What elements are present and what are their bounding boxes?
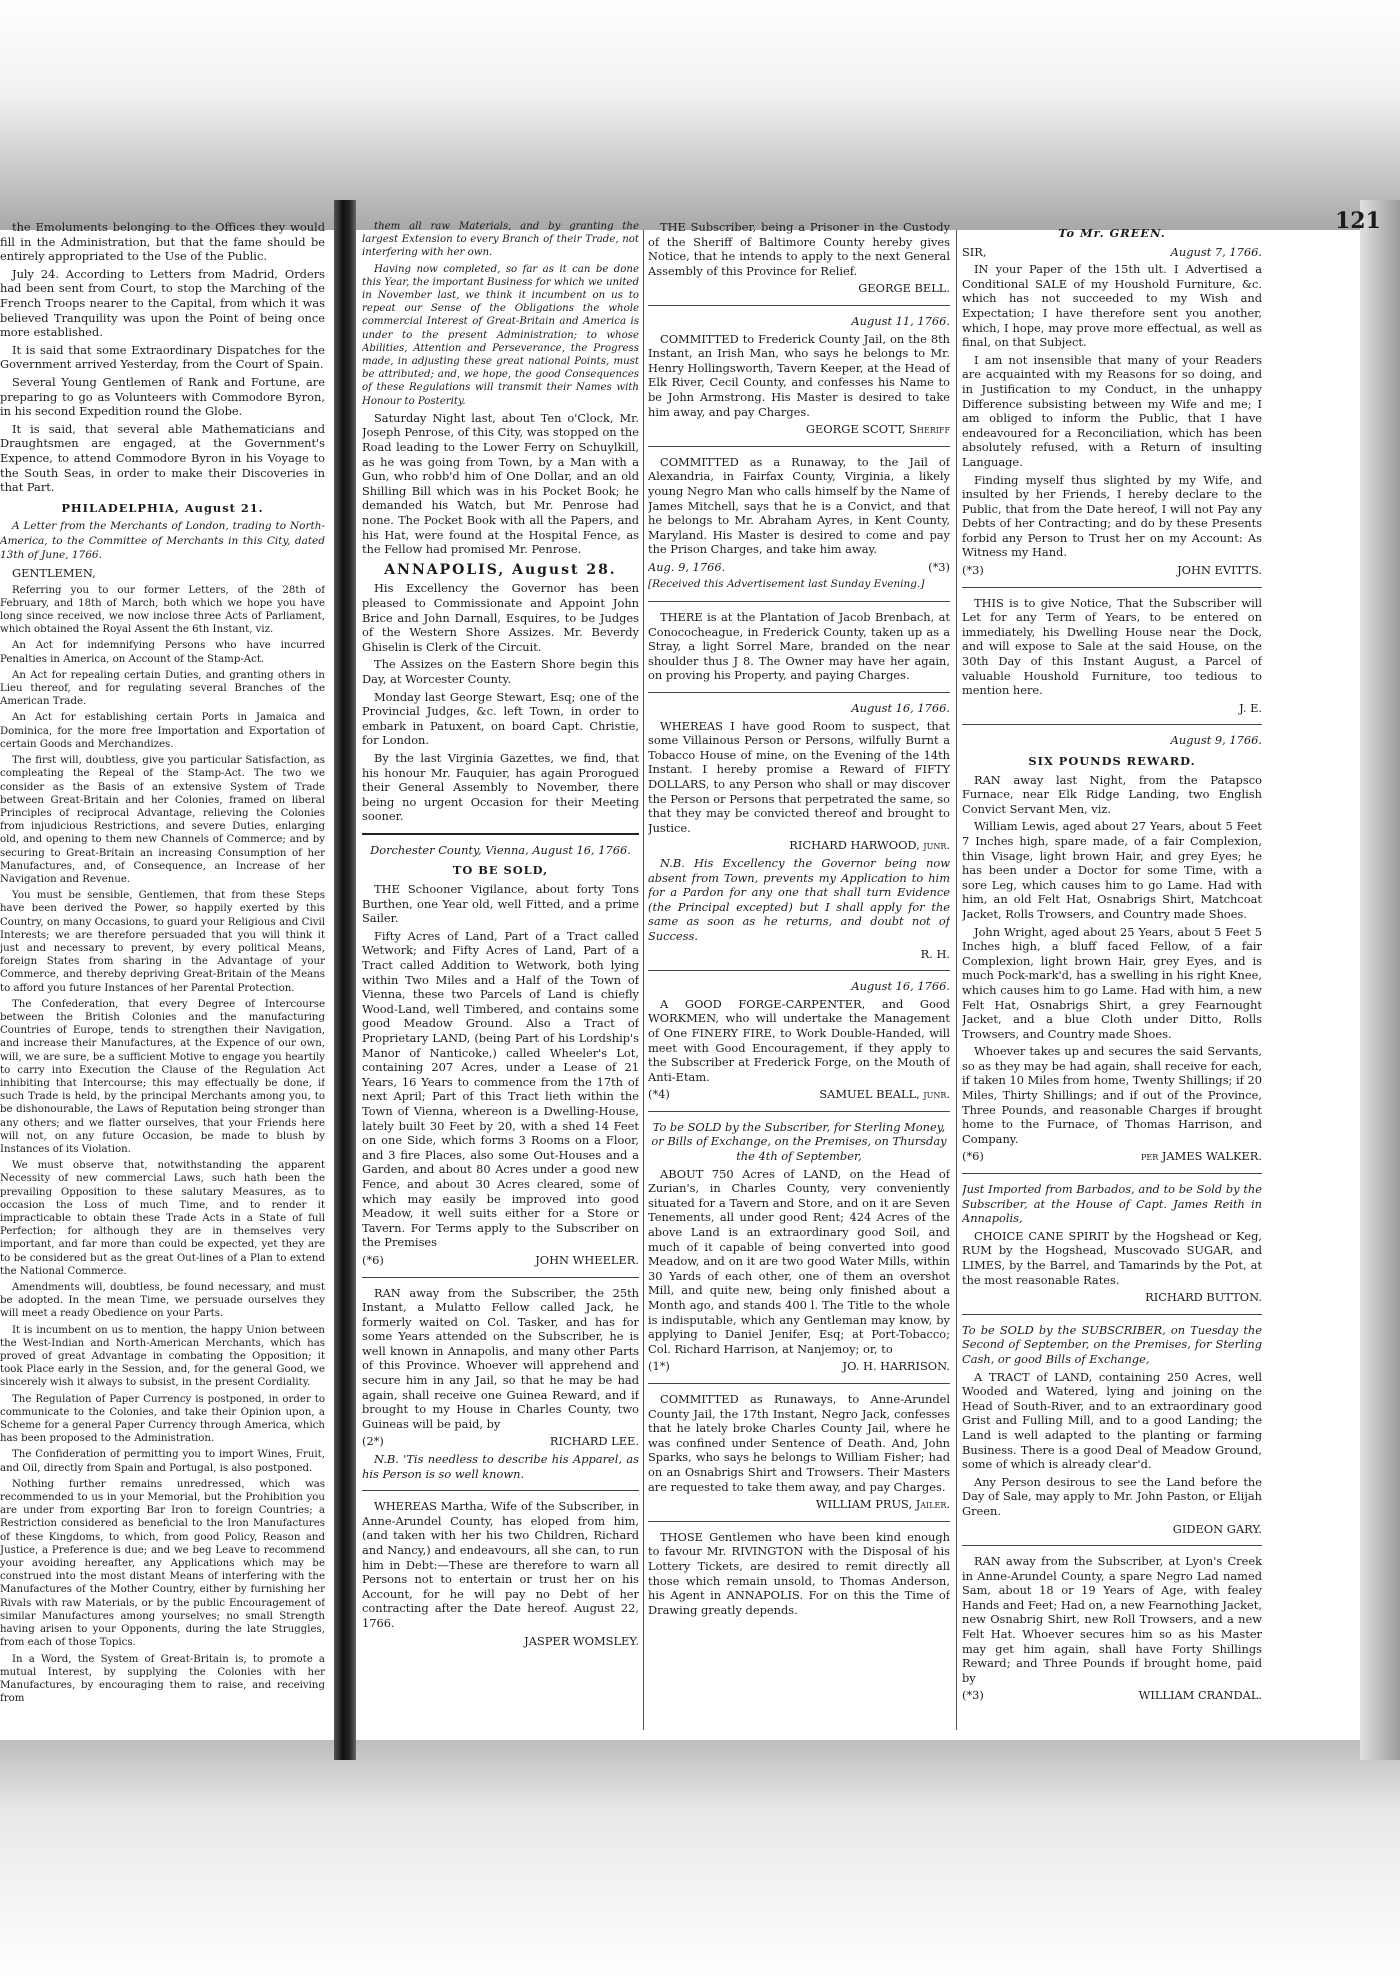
paragraph: IN your Paper of the 15th ult. I Advertised a Conditional SALE of my Houshold Furniture, &c. which has not succeeded to my Wish and Expectation; I have therefore sent you another, which, I hope, may prove more effectual, as well as final, on that Subject. <box>962 262 1262 350</box>
paragraph: RAN away last Night, from the Patapsco Furnace, near Elk Ridge Landing, two English Convict Servant Men, viz. <box>962 772 1262 816</box>
paragraph: N.B. 'Tis needless to describe his Apparel, as his Person is so well known. <box>362 1452 639 1481</box>
paragraph: You must be sensible, Gentlemen, that from these Steps have been derived the Power, so happily exerted by this Country, on many Occasions, to guard your Religious and Civil Interests; we are therefore persuaded that you will think it just and necessary to prevent, by every political Means, foreign States from sharing in the Advantage of your Commerce, and thereby depriving Great-Britain of the Means to afford you future Instances of her Parental Protection. <box>0 890 325 994</box>
advertisement <box>962 1323 1262 1546</box>
paragraph: It is said that some Extraordinary Dispatches for the Government arrived Yesterday, from the Court of Spain. <box>0 342 325 372</box>
paragraph: His Excellency the Governor has been pleased to Commissionate and Appoint John Brice and John Darnall, Esquires, to be Judges of the Western Shore Assizes. Mr. Beverdy Ghiselin is Clerk of the Circuit. <box>362 581 639 654</box>
signature-name: SAMUEL BEALL, junr. <box>819 1087 950 1102</box>
advertisement <box>962 1182 1262 1315</box>
dateline: August 7, 1766. <box>1170 244 1262 259</box>
paragraph: Finding myself thus slighted by my Wife, and insulted by her Friends, I hereby declare to the Public, that from the Date hereof, I will not Pay any Debts of her Contracting; and do by these Presents forbid any Person to Trust her on my Account: As Witness my Hand. <box>962 472 1262 560</box>
paragraph: Referring you to our former Letters, of the 28th of February, and 18th of March, both which we hope you have long since received, we now inclose three Acts of Parliament, which obtained the Royal Assent the 6th Instant, viz. <box>0 584 325 636</box>
paragraph: A TRACT of LAND, containing 250 Acres, well Wooded and Watered, lying and joining on the Head of South-River, and to an extraordinary good Grist and Fulling Mill, and to a good Landing; the Land is well adapted to the planting or farming Business. There is a good Deal of Meadow Ground, some of which is already clear'd. <box>962 1369 1262 1472</box>
newspaper-page <box>0 220 1400 1750</box>
signature: RICHARD BUTTON. <box>1145 1290 1262 1305</box>
ad-mark: (*6) <box>962 1149 984 1164</box>
ad-mark: (*3) <box>928 559 950 574</box>
section-heading: ANNAPOLIS, August 28. <box>384 561 617 578</box>
ad-mark: (1*) <box>648 1359 670 1374</box>
signature <box>962 563 1262 578</box>
paragraph: Any Person desirous to see the Land before the Day of Sale, may apply to Mr. John Paston, or Elijah Green. <box>962 1474 1262 1518</box>
salutation: SIR, <box>962 244 987 259</box>
paragraph: them all raw Materials, and by granting the largest Extension to every Branch of their Trade, not interfering with her own. <box>362 221 639 259</box>
paragraph: By the last Virginia Gazettes, we find, that his honour Mr. Fauquier, has again Prorogued their General Assembly to November, there being no urgent Occasion for their Meeting sooner. <box>362 750 639 824</box>
dateline: Aug. 9, 1766. <box>648 559 726 574</box>
paragraph: THIS is to give Notice, That the Subscriber will Let for any Term of Years, to be entered on immediately, his Dwelling House near the Dock, and will expose to Sale at the said House, on the 30th Day of this Instant August, a Parcel of valuable Houshold Furniture, too tedious to mention here. <box>962 595 1262 698</box>
letter-intro: A Letter from the Merchants of London, trading to North-America, to the Committee of Merchants in this City, dated 13th of June, 1766. <box>0 520 325 562</box>
advertisement <box>362 1499 639 1657</box>
paragraph: I am not insensible that many of your Readers are acquainted with my Reasons for so doing, and in Justification to my Conduct, in the unhappy Difference subsisting between my Wife and me; I am obliged to inform the Public, that I have endeavoured for a Reconciliation, which has been absolutely refused, with a Return of insulting Language. <box>962 352 1262 469</box>
ad-heading: SIX POUNDS REWARD. <box>1028 754 1196 768</box>
paragraph: COMMITTED to Frederick County Jail, on the 8th Instant, an Irish Man, who says he belongs to Mr. Henry Hollingsworth, Tavern Keeper, at the Head of Elk River, Cecil County, and confesses his Name to be John Armstrong. His Master is desired to take him away, and pay Charges. <box>648 331 950 419</box>
advertisement <box>962 733 1262 1174</box>
section-heading: PHILADELPHIA, August 21. <box>61 500 264 515</box>
paragraph: WHEREAS Martha, Wife of the Subscriber, in Anne-Arundel County, has eloped from him, (and taken with her his two Children, Richard and Nancy,) and endeavours, all she can, to run him in Debt:—These are therefore to warn all Persons not to entertain or trust her on his Account, for he will pay no Debt of her contracting after the Date hereof. August 22, 1766. <box>362 1499 639 1630</box>
advertisement <box>962 1554 1262 1712</box>
signature-name: JOHN WHEELER. <box>535 1252 639 1267</box>
column-rule <box>643 230 644 1730</box>
signature-name: JOHN EVITTS. <box>1177 563 1262 578</box>
advertisement <box>962 226 1262 588</box>
paragraph: In a Word, the System of Great-Britain is, to promote a mutual Interest, by supplying the Colonies with her Manufactures, by encouraging them to raise, and receiving from <box>0 1653 325 1705</box>
signature-name: JO. H. HARRISON. <box>842 1359 950 1374</box>
paragraph: Fifty Acres of Land, Part of a Tract called Wetwork; and Fifty Acres of Land, Part of a Tract called Addition to Wetwork, both lying within Two Miles and a Half of the Town of Vienna, these two Parcels of Land is chiefly Wood-Land, well Timbered, and contains some good Meadow Ground. Also a Tract of Proprietary LAND, (being Part of his Lordship's Manor of Nanticoke,) called Wheeler's Lot, containing 207 Acres, under a Lease of 21 Years, 16 Years to commence from the 17th of next April; Part of this Tract lieth within the Town of Vienna, whereon is a Dwelling-House, lately built 30 Feet by 20, with a shed 14 Feet on one Side, which forms 3 Rooms on a Floor, and 3 fire Places, also some Out-Houses and a Garden, and about 80 Acres under a good new Fence, and about 30 Acres cleared, some of which may easily be improved into good Meadow, it well suits either for a Store or Tavern. For Terms apply to the Subscriber on the Premises <box>362 928 639 1250</box>
advertisement <box>648 220 950 306</box>
paragraph: We must observe that, notwithstanding the apparent Necessity of new commercial Laws, such hath been the prevailing Opposition to these salutary Measures, as to occasion the Loss of much Time, and to render it impracticable to obtain these Trade Acts in a State of full Perfection; for although they are in themselves very important, and far more than could be expected, yet they are to be considered but as the great Out-lines of a Plan to extend the National Commerce. <box>0 1160 325 1277</box>
ad-heading: Just Imported from Barbados, and to be Sold by the Subscriber, at the House of Capt. James Reith in Annapolis, <box>962 1182 1262 1226</box>
signature-name: per JAMES WALKER. <box>1140 1149 1262 1164</box>
ad-heading: TO BE SOLD, <box>452 863 549 878</box>
paragraph: N.B. His Excellency the Governor being now absent from Town, prevents my Application to him for a Pardon for any one that shall turn Evidence (the Principal excepted) but I shall apply for the same as soon as he returns, and doubt not of Success. <box>648 855 950 943</box>
dateline: August 16, 1766. <box>851 979 950 994</box>
paragraph: THERE is at the Plantation of Jacob Brenbach, at Conococheague, in Frederick County, taken up as a Stray, a light Sorrel Mare, branded on the near shoulder thus J 8. The Owner may have her again, on proving his Property, and paying Charges. <box>648 610 950 683</box>
paragraph: An Act for indemnifying Persons who have incurred Penalties in America, on Account of the Stamp-Act. <box>0 640 325 665</box>
signature: WILLIAM PRUS, Jailer. <box>815 1497 950 1512</box>
signature: GEORGE SCOTT, Sheriff <box>805 422 950 437</box>
signature <box>362 1253 639 1268</box>
signature <box>962 1149 1262 1164</box>
signature: RICHARD HARWOOD, junr. <box>789 838 950 853</box>
ad-mark: (2*) <box>362 1434 384 1449</box>
dateline: August 9, 1766. <box>1170 733 1262 748</box>
paragraph: THE Subscriber, being a Prisoner in the Custody of the Sheriff of Baltimore County hereby gives Notice, that he intends to apply to the next General Assembly of this Province for Relief. <box>648 220 950 278</box>
paragraph: CHOICE CANE SPIRIT by the Hogshead or Keg, RUM by the Hogshead, Muscovado SUGAR, and LIMES, by the Barrel, and Tamarinds by the Pot, at the most reasonable Rates. <box>962 1228 1262 1287</box>
dateline-row <box>648 560 950 575</box>
signature-name: RICHARD LEE. <box>549 1434 639 1449</box>
ad-heading: To be SOLD by the SUBSCRIBER, on Tuesday the Second of September, on the Premises, for Sterling Cash, or good Bills of Exchange, <box>962 1322 1262 1366</box>
advertisement <box>648 1120 950 1384</box>
paragraph: THE Schooner Vigilance, about forty Tons Burthen, one Year old, well Fitted, and a prime Sailer. <box>362 882 639 926</box>
paragraph: RAN away from the Subscriber, at Lyon's Creek in Anne-Arundel County, a spare Negro Lad named Sam, about 18 or 19 Years of Age, with fealey Hands and Feet; Had on, a new Fearnothing Jacket, new Osnabrig Shirt, new Roll Trowsers, and a new Felt Hat. Whoever secures him so as his Master may get him again, shall have Forty Shillings Reward; and Three Pounds if brought home, paid by <box>962 1554 1262 1685</box>
scan-shadow-bottom <box>0 1740 1400 1976</box>
column-3 <box>648 220 950 1750</box>
ad-heading: To Mr. GREEN. <box>1058 226 1166 240</box>
paragraph: RAN away from the Subscriber, the 25th Instant, a Mulatto Fellow called Jack, he formerly waited on Col. Tasker, and has for some Years attended on the Subscriber, he is well known in Annapolis, and many other Parts of this Province. Whoever will apprehend and secure him in any Jail, so that he may be had again, shall receive one Guinea Reward, and if brought to my House in Charles County, two Guineas will be paid, by <box>362 1285 639 1431</box>
paragraph: John Wright, aged about 25 Years, about 5 Feet 5 Inches high, a bluff faced Fellow, of a fair Complexion, light brown Hair, grey Eyes, and is much Pock-mark'd, has a swelling in his right Knee, which causes him to go Lame. Had with him, a new Felt Hat, Osnabrigs Shirt, a grey Fearnought Jacket, and a blue Cloth under Ditto, Rolls Trowsers, and Country made Shoes. <box>962 924 1262 1041</box>
paragraph: Nothing further remains unredressed, which was recommended to us in your Memorial, but the Prohibition you are under from exporting Bar Iron to foreign Countries; a Restriction considered as beneficial to the Iron Manufactures of these Kingdoms, to which, from good Policy, Reason and Justice, a Preference is due; and we beg Leave to recommend your avoiding hereafter, any Applications which may be construed into the most distant Means of interfering with the Manufactures of the Mother Country, either by furnishing her Rivals with raw Materials, or by the public Encouragement of similar Manufactures among yourselves; no small Strength having arisen to your Opponents, during the late Struggles, from each of those Topics. <box>0 1478 325 1649</box>
paragraph: WHEREAS I have good Room to suspect, that some Villainous Person or Persons, wilfully Burnt a Tobacco House of mine, on the Evening of the 14th Instant. I hereby promise a Reward of FIFTY DOLLARS, to any Person who shall or may discover the Person or Persons that perpetrated the same, so that they may be convicted thereof and brought to Justice. <box>648 718 950 835</box>
paragraph: The Confederation, that every Degree of Intercourse between the British Colonies and the manufacturing Countries of Europe, tends to strengthen their Navigation, and increase their Manufactures, at the Expence of our own, will, we are sure, be a sufficient Motive to engage you heartily to carry into Execution the Clause of the Regulation Act inhibiting that Intercourse; this may effectually be done, if such Trade is held, by the principal Merchants among you, to be dishonourable, the Laws of Reputation being stronger than any others; and we flatter ourselves, that your Friends here will not, on any future Occasion, be made to blush by Instances of its Violation. <box>0 998 325 1155</box>
paragraph: COMMITTED as Runaways, to Anne-Arundel County Jail, the 17th Instant, Negro Jack, confesses that he lately broke Charles County Jail, where he was confined under Sentence of Death. And, John Sparks, who says he belongs to William Fisher; had on an Osnabrigs Shirt and Trowsers. Their Masters are requested to take them away, and pay Charges. <box>648 1391 950 1494</box>
advertisement <box>962 596 1262 726</box>
paragraph: The Confideration of permitting you to import Wines, Fruit, and Oil, directly from Spain and Portugal, is also postponed. <box>0 1449 325 1474</box>
paragraph: Monday last George Stewart, Esq; one of the Provincial Judges, &c. left Town, in order to embark in Patuxent, on board Capt. Christie, for London. <box>362 689 639 748</box>
paragraph: It is said, that several able Mathematicians and Draughtsmen are engaged, at the Government's Expence, to attend Commodore Byron in his Voyage to the South Seas, in order to make their Discoveries in that Part. <box>0 421 325 495</box>
column-2 <box>362 220 639 1750</box>
ad-mark: (*3) <box>962 1688 984 1703</box>
paragraph: Whoever takes up and secures the said Servants, so as they may be had again, shall receive for each, if taken 10 Miles from home, Twenty Shillings; if 20 Miles, Thirty Shillings; and if out of the Province, Three Pounds, and reasonable Charges if brought home to the Furnace, of Thomas Harrison, and Company. <box>962 1044 1262 1146</box>
ad-mark: (*4) <box>648 1087 670 1102</box>
paragraph: It is incumbent on us to mention, the happy Union between the West-Indian and North-American Merchants, which has proved of great Advantage in combating the Opposition; it took Place early in the Session, and, for the general Good, we sincerely wish it always to subsist, in the present Cordiality. <box>0 1324 325 1389</box>
paragraph: William Lewis, aged about 27 Years, about 5 Feet 7 Inches high, spare made, of a fair Complexion, thin Visage, light brown Hair, and grey Eyes; he has been under a Doctor for some Time, with a sore Leg, which causes him to go Lame. Had with him, an old Felt Hat, Osnabrigs Shirt, Matchcoat Jacket, Rolls Trowsers, and Country made Shoes. <box>962 819 1262 921</box>
signature <box>648 1359 950 1374</box>
advertisement <box>362 1286 639 1492</box>
advertisement <box>648 610 950 693</box>
dateline: August 16, 1766. <box>851 701 950 716</box>
signature: R. H. <box>920 946 950 961</box>
paragraph: The Assizes on the Eastern Shore begin this Day, at Worcester County. <box>362 657 639 686</box>
paragraph: The first will, doubtless, give you particular Satisfaction, as compleating the Repeal of the Stamp-Act. The two we consider as the Basis of an extensive System of Trade between Great-Britain and her Colonies, framed on liberal Principles of reciprocal Advantage, relieving the Colonies from injudicious Restrictions, and severe Duties, enlarging old, and opening to them new Channels of Commerce; and by securing to Great-Britain an increasing Consumption of her Manufactures, and, of Consequence, an Increase of her Navigation and Revenue. <box>0 755 325 885</box>
paragraph: COMMITTED as a Runaway, to the Jail of Alexandria, in Fairfax County, Virginia, a likely young Negro Man who calls himself by the Name of James Mitchell, says that he is a Convict, and that he belongs to Mr. Abraham Ayres, in Kent County, Maryland. His Master is desired to come and pay the Prison Charges, and take him away. <box>648 454 950 557</box>
signature <box>962 1688 1262 1703</box>
paragraph: THOSE Gentlemen who have been kind enough to favour Mr. RIVINGTON with the Disposal of his Lottery Tickets, are desired to remit directly all those which remain unsold, to Thomas Anderson, his Agent in ANNAPOLIS. For on this the Time of Drawing greatly depends. <box>648 1529 950 1617</box>
paragraph: ABOUT 750 Acres of LAND, on the Head of Zurian's, in Charles County, very conveniently situated for a Tavern and Store, and on it are Seven Tenements, all under good Rent; 424 Acres of the above Land is an extraordinary good Soil, and much of it capable of being converted into good Meadow, and on it are two good Water Mills, within 30 Yards of each other, one of them an overshot Mill, and quite new, being only finished about a Month ago, and stands 400 l. The Title to the whole is indisputable, which any Gentleman may know, by applying to Daniel Jenifer, Esq; at Port-Tobacco; Col. Richard Harrison, at Nanjemoy; or, to <box>648 1166 950 1356</box>
advertisement <box>648 455 950 602</box>
paragraph: An Act for repealing certain Duties, and granting others in Lieu thereof, and for regulating several Branches of the American Trade. <box>0 669 325 708</box>
paragraph: The Regulation of Paper Currency is postponed, in order to communicate to the Colonies, and take their Opinion upon, a Scheme for a general Paper Currency through America, which has been proposed to the Administration. <box>0 1393 325 1445</box>
advertisement <box>648 701 950 971</box>
salutation: GENTLEMEN, <box>12 566 96 581</box>
signature: GEORGE BELL. <box>858 281 950 296</box>
paragraph: July 24. According to Letters from Madrid, Orders had been sent from Court, to stop the Marching of the French Troops nearer to the Capital, from which it was believed Tranquility was upon the Point of being once more established. <box>0 266 325 340</box>
paragraph: Having now completed, so far as it can be done this Year, the important Business for which we united in November last, we think it incumbent on us to repeat our Sense of the Obligations the whole commercial Interest of Great-Britain and America is under to the present Administration; to whose Abilities, Attention and Perseverance, the Progress made, in adjusting these great national Points, must be attributed; and, we hope, the good Consequences of these Regulations will transmit their Names with Honour to Posterity. <box>362 263 639 407</box>
advertisement <box>648 1392 950 1522</box>
ad-heading: To be SOLD by the Subscriber, for Sterling Money, or Bills of Exchange, on the Premises, on Thursday the 4th of September, <box>651 1119 947 1164</box>
paragraph: Several Young Gentlemen of Rank and Fortune, are preparing to go as Volunteers with Commodore Byron, in his second Expedition round the Globe. <box>0 374 325 419</box>
advertisement <box>362 843 639 1278</box>
page-number: 121 <box>1335 208 1381 234</box>
dateline: Dorchester County, Vienna, August 16, 1766. <box>370 842 631 857</box>
signature: JASPER WOMSLEY. <box>524 1633 639 1648</box>
signature: GIDEON GARY. <box>1172 1521 1262 1536</box>
signature: J. E. <box>1239 700 1262 715</box>
advertisement <box>648 314 950 447</box>
paragraph: Amendments will, doubtless, be found necessary, and must be adopted. In the mean Time, we persuade ourselves they will meet a ready Obedience on your Parts. <box>0 1282 325 1320</box>
advertisement <box>648 1530 950 1627</box>
dateline: August 11, 1766. <box>851 313 950 328</box>
salutation-row <box>962 245 1262 260</box>
paragraph: A GOOD FORGE-CARPENTER, and Good WORKMEN, who will undertake the Management of One FINERY FIRE, to Work Double-Handed, will meet with Good Encouragement, if they apply to the Subscriber at Frederick Forge, on the Mouth of Anti-Etam. <box>648 996 950 1084</box>
signature <box>362 1434 639 1449</box>
paragraph: Saturday Night last, about Ten o'Clock, Mr. Joseph Penrose, of this City, was stopped on the Road leading to the Lower Ferry on Schuylkill, as he was going from Town, by a Man with a Gun, who robb'd him of One Dollar, and an old Shilling Bill which was in his Pocket Book; he demanded his Watch, but Mr. Penrose had none. The Pocket Book with all the Papers, and his Hat, were found at the Hospital Fence, as the Fellow had promised Mr. Penrose. <box>362 410 639 557</box>
paragraph: An Act for establishing certain Ports in Jamaica and Dominica, for the more free Importation and Exportation of certain Goods and Merchandizes. <box>0 712 325 750</box>
column-rule <box>956 230 957 1730</box>
note: [Received this Advertisement last Sunday Evening.] <box>648 578 925 591</box>
advertisement <box>648 979 950 1112</box>
column-4 <box>962 220 1262 1750</box>
ad-mark: (*6) <box>362 1252 384 1267</box>
signature-name: WILLIAM CRANDAL. <box>1138 1688 1262 1703</box>
ad-mark: (*3) <box>962 563 984 578</box>
paragraph: the Emoluments belonging to the Offices they would fill in the Administration, but that the fame should be entirely appropriated to the Use of the Public. <box>0 220 325 264</box>
column-1 <box>0 220 325 1750</box>
scan-shadow-top <box>0 0 1400 230</box>
signature <box>648 1087 950 1102</box>
